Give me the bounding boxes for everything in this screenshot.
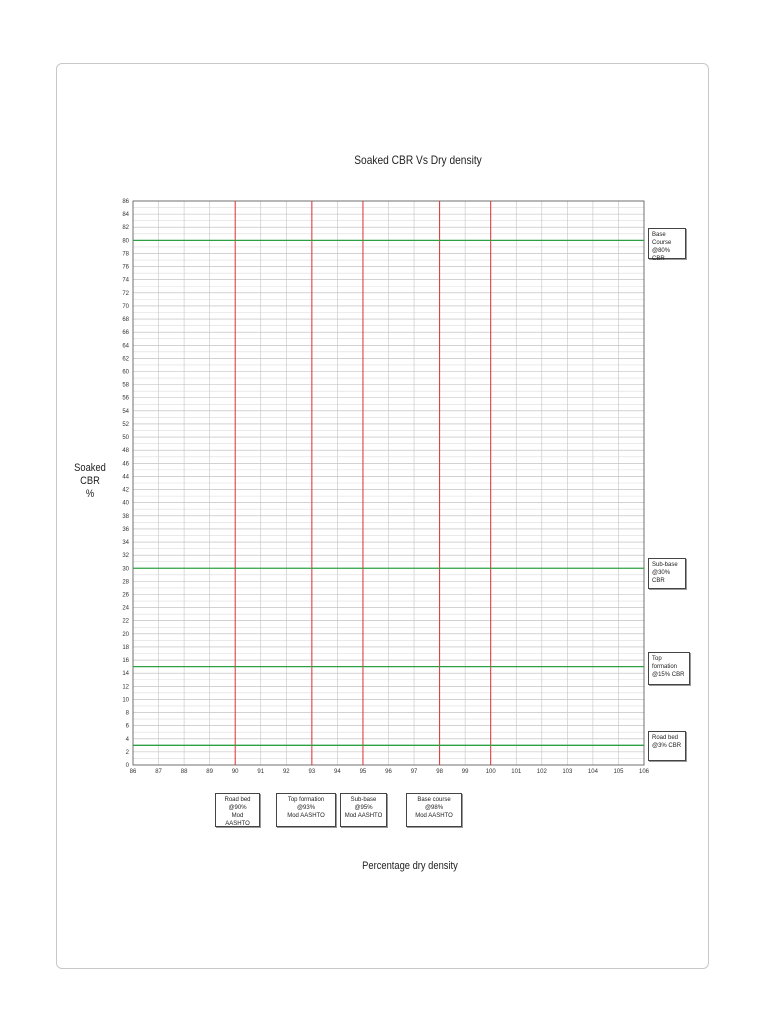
y-tick-label: 0	[125, 763, 129, 769]
y-tick-label: 52	[122, 421, 129, 428]
annotation-sub-base	[648, 558, 686, 589]
x-tick-label: 95	[359, 769, 367, 775]
annotation-road-bed-line1: Road bed	[652, 735, 679, 741]
x-tick-label: 92	[282, 769, 290, 775]
y-tick-label: 50	[122, 435, 129, 442]
y-tick-label: 72	[122, 290, 129, 297]
x-tick-label: 102	[536, 769, 547, 775]
y-tick-label: 42	[122, 487, 129, 494]
y-tick-label: 76	[122, 264, 129, 271]
annotation-base-course-density-line1: Base course @98%	[417, 797, 451, 811]
annotation-road-bed	[648, 731, 686, 761]
y-tick-label: 54	[122, 408, 129, 415]
y-tick-label: 64	[122, 343, 129, 350]
x-axis-label: Percentage dry density	[362, 860, 458, 872]
y-tick-label: 12	[122, 684, 129, 691]
y-tick-label: 74	[122, 277, 129, 284]
x-tick-label: 104	[587, 769, 598, 775]
x-tick-label: 96	[385, 769, 392, 775]
annotation-road-bed-line2: @3% CBR	[652, 743, 682, 749]
annotation-sub-base-line2: @30% CBR	[652, 570, 671, 584]
annotation-top-formation-line2: @15% CBR	[652, 672, 685, 678]
y-tick-label: 80	[122, 238, 129, 245]
x-tick-label: 91	[257, 769, 265, 775]
x-tick-label: 101	[511, 769, 522, 775]
annotation-top-formation-line1: Top formation	[652, 656, 678, 670]
y-tick-label: 30	[122, 566, 129, 573]
y-axis-label-line1: Soaked CBR	[74, 462, 106, 487]
y-tick-label: 40	[122, 500, 129, 507]
y-tick-label: 28	[122, 579, 129, 586]
x-tick-label: 90	[231, 769, 239, 775]
y-tick-label: 60	[122, 369, 129, 376]
y-tick-label: 86	[122, 199, 129, 205]
annotation-sub-base-density-line2: Mod AASHTO	[344, 813, 383, 819]
x-tick-label: 89	[206, 769, 213, 775]
x-tick-label: 103	[562, 769, 573, 775]
y-tick-label: 68	[122, 317, 129, 324]
annotation-base-course-density	[406, 793, 462, 827]
x-tick-label: 88	[180, 769, 188, 775]
y-tick-label: 36	[122, 526, 129, 533]
y-tick-label: 38	[122, 513, 129, 520]
x-tick-label: 98	[436, 769, 443, 775]
x-tick-label: 93	[308, 769, 316, 775]
annotation-road-bed-density	[215, 793, 260, 827]
y-tick-label: 58	[122, 382, 129, 389]
y-tick-label: 78	[122, 251, 129, 258]
annotation-top-formation-density	[276, 793, 336, 827]
chart-title: Soaked CBR Vs Dry density	[354, 153, 482, 167]
annotation-sub-base-line1: Sub-base	[652, 562, 678, 568]
y-tick-label: 48	[122, 448, 129, 455]
y-tick-label: 62	[122, 356, 129, 363]
annotation-base-course-density-line2: Mod AASHTO	[415, 813, 453, 819]
y-tick-label: 56	[122, 395, 129, 402]
y-tick-label: 22	[122, 618, 129, 625]
annotation-sub-base-density-line1: Sub-base @95%	[350, 797, 377, 811]
y-tick-label: 26	[122, 592, 129, 599]
y-tick-label: 6	[125, 723, 129, 730]
annotation-road-bed-density-line2: Mod AASHTO	[225, 813, 250, 827]
y-tick-label: 20	[122, 631, 129, 638]
y-tick-label: 44	[122, 474, 129, 481]
y-tick-label: 84	[122, 212, 129, 219]
annotation-top-formation	[648, 652, 690, 685]
y-tick-label: 8	[125, 710, 129, 717]
y-tick-label: 4	[125, 736, 129, 743]
y-tick-label: 24	[122, 605, 129, 612]
annotation-road-bed-density-line1: Road bed @90%	[224, 797, 251, 811]
annotation-top-formation-density-line2: Mod AASHTO	[287, 813, 325, 819]
y-tick-label: 14	[122, 671, 129, 678]
y-tick-label: 32	[122, 553, 129, 560]
x-tick-label: 106	[638, 769, 650, 775]
y-tick-label: 66	[122, 330, 129, 337]
annotation-base-course	[648, 228, 686, 262]
y-axis-label-line2: %	[85, 488, 95, 500]
y-tick-label: 18	[122, 644, 129, 651]
y-tick-label: 46	[122, 461, 129, 468]
annotation-base-course-line2: @80% CBR	[652, 248, 671, 262]
annotation-base-course-line1: Base Course	[652, 232, 672, 246]
y-tick-label: 16	[122, 658, 129, 665]
x-tick-label: 100	[485, 769, 496, 775]
annotation-sub-base-density	[340, 793, 387, 827]
x-tick-label: 99	[461, 769, 469, 775]
annotation-top-formation-density-line1: Top formation @93%	[287, 797, 325, 811]
x-tick-label: 86	[129, 769, 137, 775]
x-tick-label: 97	[410, 769, 418, 775]
y-tick-label: 2	[125, 749, 129, 756]
y-tick-label: 70	[122, 303, 129, 310]
x-tick-label: 105	[613, 769, 624, 775]
y-tick-label: 82	[122, 225, 129, 232]
x-tick-label: 94	[334, 769, 341, 775]
y-tick-label: 34	[122, 540, 129, 547]
y-tick-label: 10	[122, 697, 129, 704]
x-tick-label: 87	[155, 769, 162, 775]
